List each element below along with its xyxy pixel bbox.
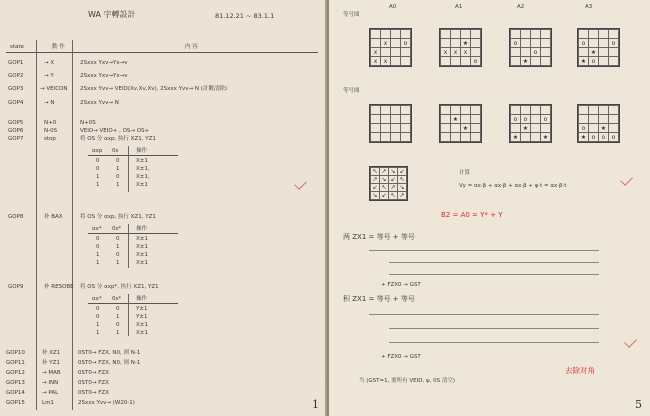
group-label-a1: A1 — [455, 4, 463, 10]
header-op: 動 作 — [52, 44, 65, 50]
group-label-a0: A0 — [389, 4, 397, 10]
equation-line — [369, 250, 599, 251]
header-rule — [6, 52, 318, 53]
header-desc: 内 容 — [185, 44, 198, 50]
right-page — [329, 0, 650, 416]
end-condition: 当 (GST=1, 要所有 VEID, ψ, 0S 清空) — [359, 378, 455, 384]
column-divider-2 — [72, 40, 73, 410]
fzx-line-2: + FZX0 → GST — [381, 354, 421, 360]
karnaugh-map: o o ★ ★ o — [577, 28, 620, 67]
red-check-mark — [620, 173, 633, 186]
header-state: state — [10, 44, 24, 50]
left-page-title: WA 字轉設計 — [88, 10, 136, 19]
red-check-mark — [294, 177, 307, 190]
direction-grid: ↖ ↗ ↘ ↙ ↗ ↘ ↙ ↖ ↙ ↖ ↗ ↘ ↘ ↙ ↖ ↗ — [369, 166, 408, 201]
left-page-number: 1 — [312, 398, 319, 411]
karnaugh-map: o ★ ★ o o o — [577, 104, 620, 143]
left-page-dates: 81.12.21 ~ 83.1.1 — [215, 12, 275, 20]
karnaugh-map: ★ ★ — [439, 104, 482, 143]
equation-line — [389, 342, 599, 343]
fzx-line-1: + FZX0 → GST — [381, 282, 421, 288]
group-label-a3: A3 — [585, 4, 593, 10]
karnaugh-map: ★ x x x o — [439, 28, 482, 67]
red-check-mark — [624, 335, 637, 348]
karnaugh-map — [369, 104, 412, 143]
red-formula: B2 = A0 = Y* + Y — [441, 211, 503, 219]
karnaugh-map: o o ★ — [509, 28, 552, 67]
column-divider-1 — [36, 40, 37, 410]
equation-line — [389, 328, 599, 329]
formula-vy: Vy = αx·β + αx·β + αx·β + ψ·t = αx·β·t — [459, 183, 567, 189]
red-note: 去除对角 — [565, 366, 595, 375]
section-a-heading: 两 ZX1 = 等号 + 等号 — [343, 233, 415, 241]
karnaugh-map: o o o ★ ★ ★ — [509, 104, 552, 143]
section-label-1: 等号图 — [343, 12, 360, 18]
equation-line — [369, 314, 599, 315]
formula-label: 计算 — [459, 170, 471, 176]
section-label-2: 等号图 — [343, 88, 360, 94]
equation-line — [389, 274, 599, 275]
karnaugh-map: x o x x x — [369, 28, 412, 67]
left-page: WA 字轉設計 81.12.21 ~ 83.1.1 state 動 作 内 容 GOP1 → X 2Sxxx Yxv→Yx→v GOP2 → Y 2Sxxx Yxv→Yx→v GOP3 → VEICON 2Sxxx Yvv→ VEID(Xv,Xv,Xv), 2Sxxx Yvv→ N (計數清除) GOP4 → N 2Sxxx Yvv→ N GOP5 N+0 N+0S GOP6 N-0S VEIO→ VEIO+ , OS→ OS+ GOP7 stop 将 OS 分 αxp, 执行 XZ1, YZ1 αxp 0s 操作 0 0 X±1 0 1 X±1, 1 0 X±1, 1 1 X±1 GOP8 补 BAX 将 OS 分 αxp, 执行 XZ1, YZ1 αx* 0s* 操作 0 0 X±1 0 1 X±1 1 0 X±1 1 1 X±1 GOP9 补 RESOBE 将 OS 分 αxp*, 执行 XZ1, YZ1 αx* 0s* 操作 0 0 Y±1 0 1 Y±1 1 0 X±1 1 1 X±1 GOP10 补 XZ1 0ST0→ FZX, N0, 则 N-1 GOP11 补 YZ1 0ST0→ FZX, N0, 则 N-1 GOP12 → MAB 0ST0→ FZX GOP13 → INN 0ST0→ FZX GOP14 → PAL 0ST0→ FZX GOP15 Lm1 2Sxxx Yvv→ (W20-1) 1 — [0, 0, 327, 416]
group-label-a2: A2 — [517, 4, 525, 10]
equation-line — [389, 262, 599, 263]
section-b-heading: 积 ZX1 = 等号 + 等号 — [343, 295, 415, 303]
right-page-number: 5 — [635, 398, 642, 411]
